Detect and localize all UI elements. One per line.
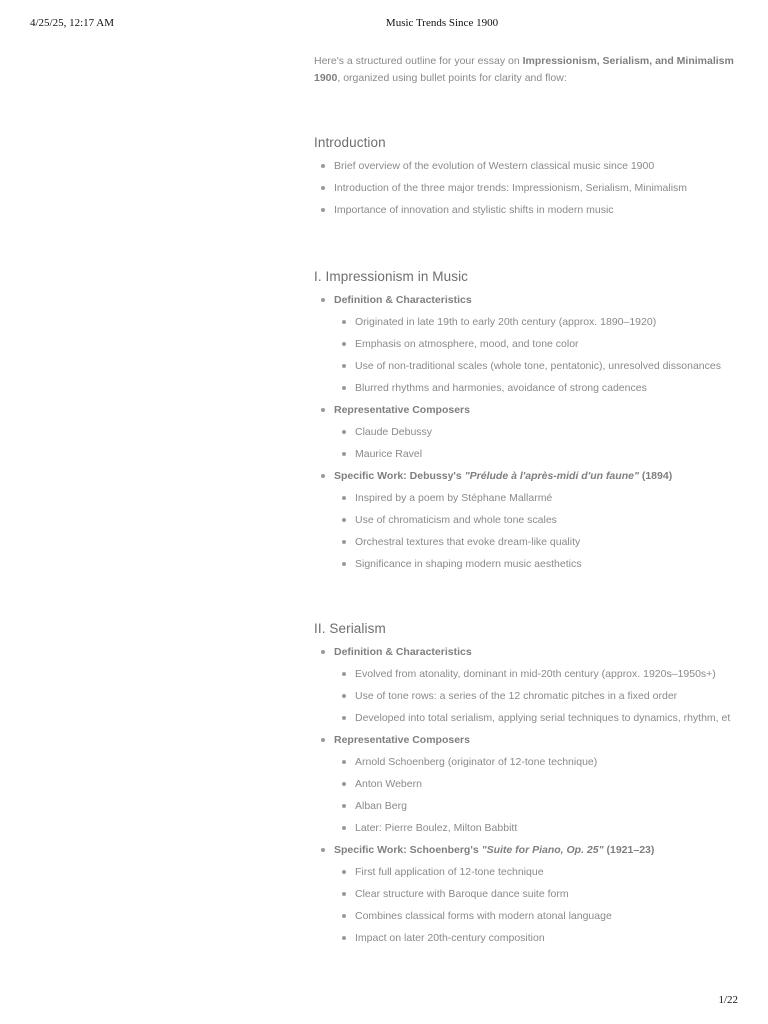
list-item: Impact on later 20th-century composition xyxy=(314,927,744,949)
list-item: Evolved from atonality, dominant in mid-20th century (approx. 1920s–1950s+) xyxy=(314,663,744,685)
introduction-list xyxy=(314,155,744,221)
list-item: Inspired by a poem by Stéphane Mallarmé xyxy=(314,487,744,509)
document-body xyxy=(314,53,744,949)
header-title: Music Trends Since 1900 xyxy=(385,17,499,29)
subheading-composers: Representative Composers xyxy=(314,729,744,751)
subheading-definition: Definition & Characteristics xyxy=(314,289,744,311)
list-item: Orchestral textures that evoke dream-like quality xyxy=(314,531,744,553)
section-heading-serialism: II. Serialism xyxy=(314,621,386,636)
page-number: 1/22 xyxy=(718,994,738,1006)
list-item: Blurred rhythms and harmonies, avoidance of strong cadences xyxy=(314,377,744,399)
list-item: Claude Debussy xyxy=(314,421,744,443)
list-item: Significance in shaping modern music aesthetics xyxy=(314,553,744,575)
intro-paragraph xyxy=(314,53,739,87)
work-title: "Suite for Piano, Op. 25" xyxy=(481,844,604,856)
list-item: Arnold Schoenberg (originator of 12-tone technique) xyxy=(314,751,744,773)
list-item: Use of tone rows: a series of the 12 chromatic pitches in a fixed order xyxy=(314,685,744,707)
intro-suffix: , organized using bullet points for clarity and flow: xyxy=(337,72,567,84)
subheading-definition: Definition & Characteristics xyxy=(314,641,744,663)
list-item: Use of non-traditional scales (whole tone, pentatonic), unresolved dissonances xyxy=(314,355,744,377)
list-item: Combines classical forms with modern atonal language xyxy=(314,905,744,927)
intro-prefix: Here's a structured outline for your essay on xyxy=(314,55,523,67)
list-item: Maurice Ravel xyxy=(314,443,744,465)
list-item: Later: Pierre Boulez, Milton Babbitt xyxy=(314,817,744,839)
section-heading-impressionism: I. Impressionism in Music xyxy=(314,269,469,284)
section-heading-introduction: Introduction xyxy=(314,135,386,150)
work-year: (1894) xyxy=(638,470,673,482)
list-item: Developed into total serialism, applying serial techniques to dynamics, rhythm, et xyxy=(314,707,744,729)
list-item: Anton Webern xyxy=(314,773,744,795)
intro-bold: Impressionism, Serialism, and Minimalism 1900 xyxy=(314,55,734,84)
subheading-composers: Representative Composers xyxy=(314,399,744,421)
serialism-list xyxy=(314,641,744,949)
subheading-specific-work xyxy=(314,465,744,487)
work-title: "Prélude à l'après-midi d'un faune" xyxy=(464,470,639,482)
list-item: Alban Berg xyxy=(314,795,744,817)
list-item: Clear structure with Baroque dance suite form xyxy=(314,883,744,905)
list-item: Brief overview of the evolution of Western classical music since 1900 xyxy=(314,155,744,177)
list-item: Use of chromaticism and whole tone scales xyxy=(314,509,744,531)
subheading-specific-work xyxy=(314,839,744,861)
work-label: Specific Work: Debussy's xyxy=(334,470,465,482)
list-item: Introduction of the three major trends: Impressionism, Serialism, Minimalism xyxy=(314,177,744,199)
work-label: Specific Work: Schoenberg's xyxy=(334,844,482,856)
list-item: Originated in late 19th to early 20th century (approx. 1890–1920) xyxy=(314,311,744,333)
work-year: (1921–23) xyxy=(603,844,655,856)
list-item: First full application of 12-tone technique xyxy=(314,861,744,883)
header-date: 4/25/25, 12:17 AM xyxy=(30,17,115,29)
list-item: Emphasis on atmosphere, mood, and tone color xyxy=(314,333,744,355)
list-item: Importance of innovation and stylistic shifts in modern music xyxy=(314,199,744,221)
impressionism-list xyxy=(314,289,744,575)
